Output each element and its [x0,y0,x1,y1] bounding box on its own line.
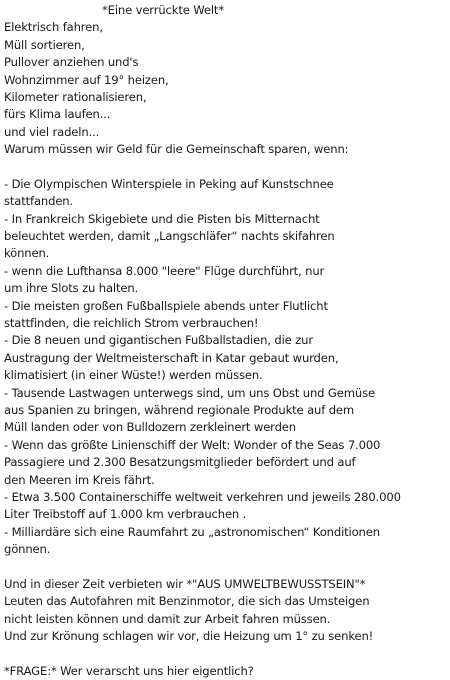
text-line: Elektrisch fahren, [4,20,103,35]
text-line: beleuchtet werden, damit „Langschläfer“ nachts skifahren [4,229,335,244]
text-line: Wohnzimmer auf 19° heizen, [4,72,169,87]
text-line: Müll landen oder von Bulldozern zerkleinert werden [4,420,296,435]
text-line: klimatisiert (in einer Wüste!) werden müssen. [4,368,263,383]
text-line: Passagiere und 2.300 Besatzungsmitglieder befördert und auf [4,455,356,470]
document-body [4,19,448,680]
document [4,2,448,680]
text-line: - Die meisten großen Fußballspiele abends unter Flutlicht [4,298,328,313]
text-line: - wenn die Lufthansa 8.000 "leere" Flüge durchführt, nur [4,263,325,278]
text-line: Und in dieser Zeit verbieten wir *"AUS UMWELTBEWUSSTSEIN"* [4,576,366,591]
document-title: *Eine verrückte Welt* [102,3,224,17]
text-line: - Die Olympischen Winterspiele in Peking auf Kunstschnee [4,176,334,191]
text-line: aus Spanien zu bringen, während regionale Produkte auf dem [4,402,355,417]
text-line: Leuten das Autofahren mit Benzinmotor, die sich das Umsteigen [4,594,370,609]
blank-line [4,159,448,176]
text-line: Und zur Krönung schlagen wir vor, die Heizung um 1° zu senken! [4,629,374,644]
blank-line [4,559,448,576]
text-line: - Wenn das größte Linienschiff der Welt: Wonder of the Seas 7.000 [4,437,381,452]
text-line: - In Frankreich Skigebiete und die Pisten bis Mitternacht [4,211,320,226]
text-line: - Die 8 neuen und gigantischen Fußballstadien, die zur [4,333,313,348]
text-line: - Milliardäre sich eine Raumfahrt zu „astronomischen“ Konditionen [4,524,380,539]
text-line: Liter Treibstoff auf 1.000 km verbrauchen . [4,507,247,522]
text-line: nicht leisten können und damit zur Arbeit fahren müssen. [4,611,331,626]
text-line: Pullover anziehen und's [4,55,139,70]
text-line: Warum müssen wir Geld für die Gemeinschaft sparen, wenn: [4,142,349,157]
text-line: - Etwa 3.500 Containerschiffe weltweit verkehren und jeweils 280.000 [4,489,401,504]
blank-line [4,645,448,662]
text-line: *FRAGE:* Wer verarscht uns hier eigentlich? [4,663,254,678]
text-line: - Tausende Lastwagen unterwegs sind, um uns Obst und Gemüse [4,385,375,400]
text-line: können. [4,246,50,261]
text-line: um ihre Slots zu halten. [4,281,139,296]
text-line: Austragung der Weltmeisterschaft in Katar gebaut wurden, [4,350,339,365]
text-line: Kilometer rationalisieren, [4,89,147,104]
text-line: gönnen. [4,542,51,557]
text-line: fürs Klima laufen... [4,107,111,122]
text-line: den Meeren im Kreis fährt. [4,472,155,487]
text-line: Müll sortieren, [4,37,85,52]
text-line: und viel radeln... [4,124,100,139]
text-line: stattfinden, die reichlich Strom verbrauchen! [4,316,259,331]
text-line: stattfanden. [4,194,74,209]
